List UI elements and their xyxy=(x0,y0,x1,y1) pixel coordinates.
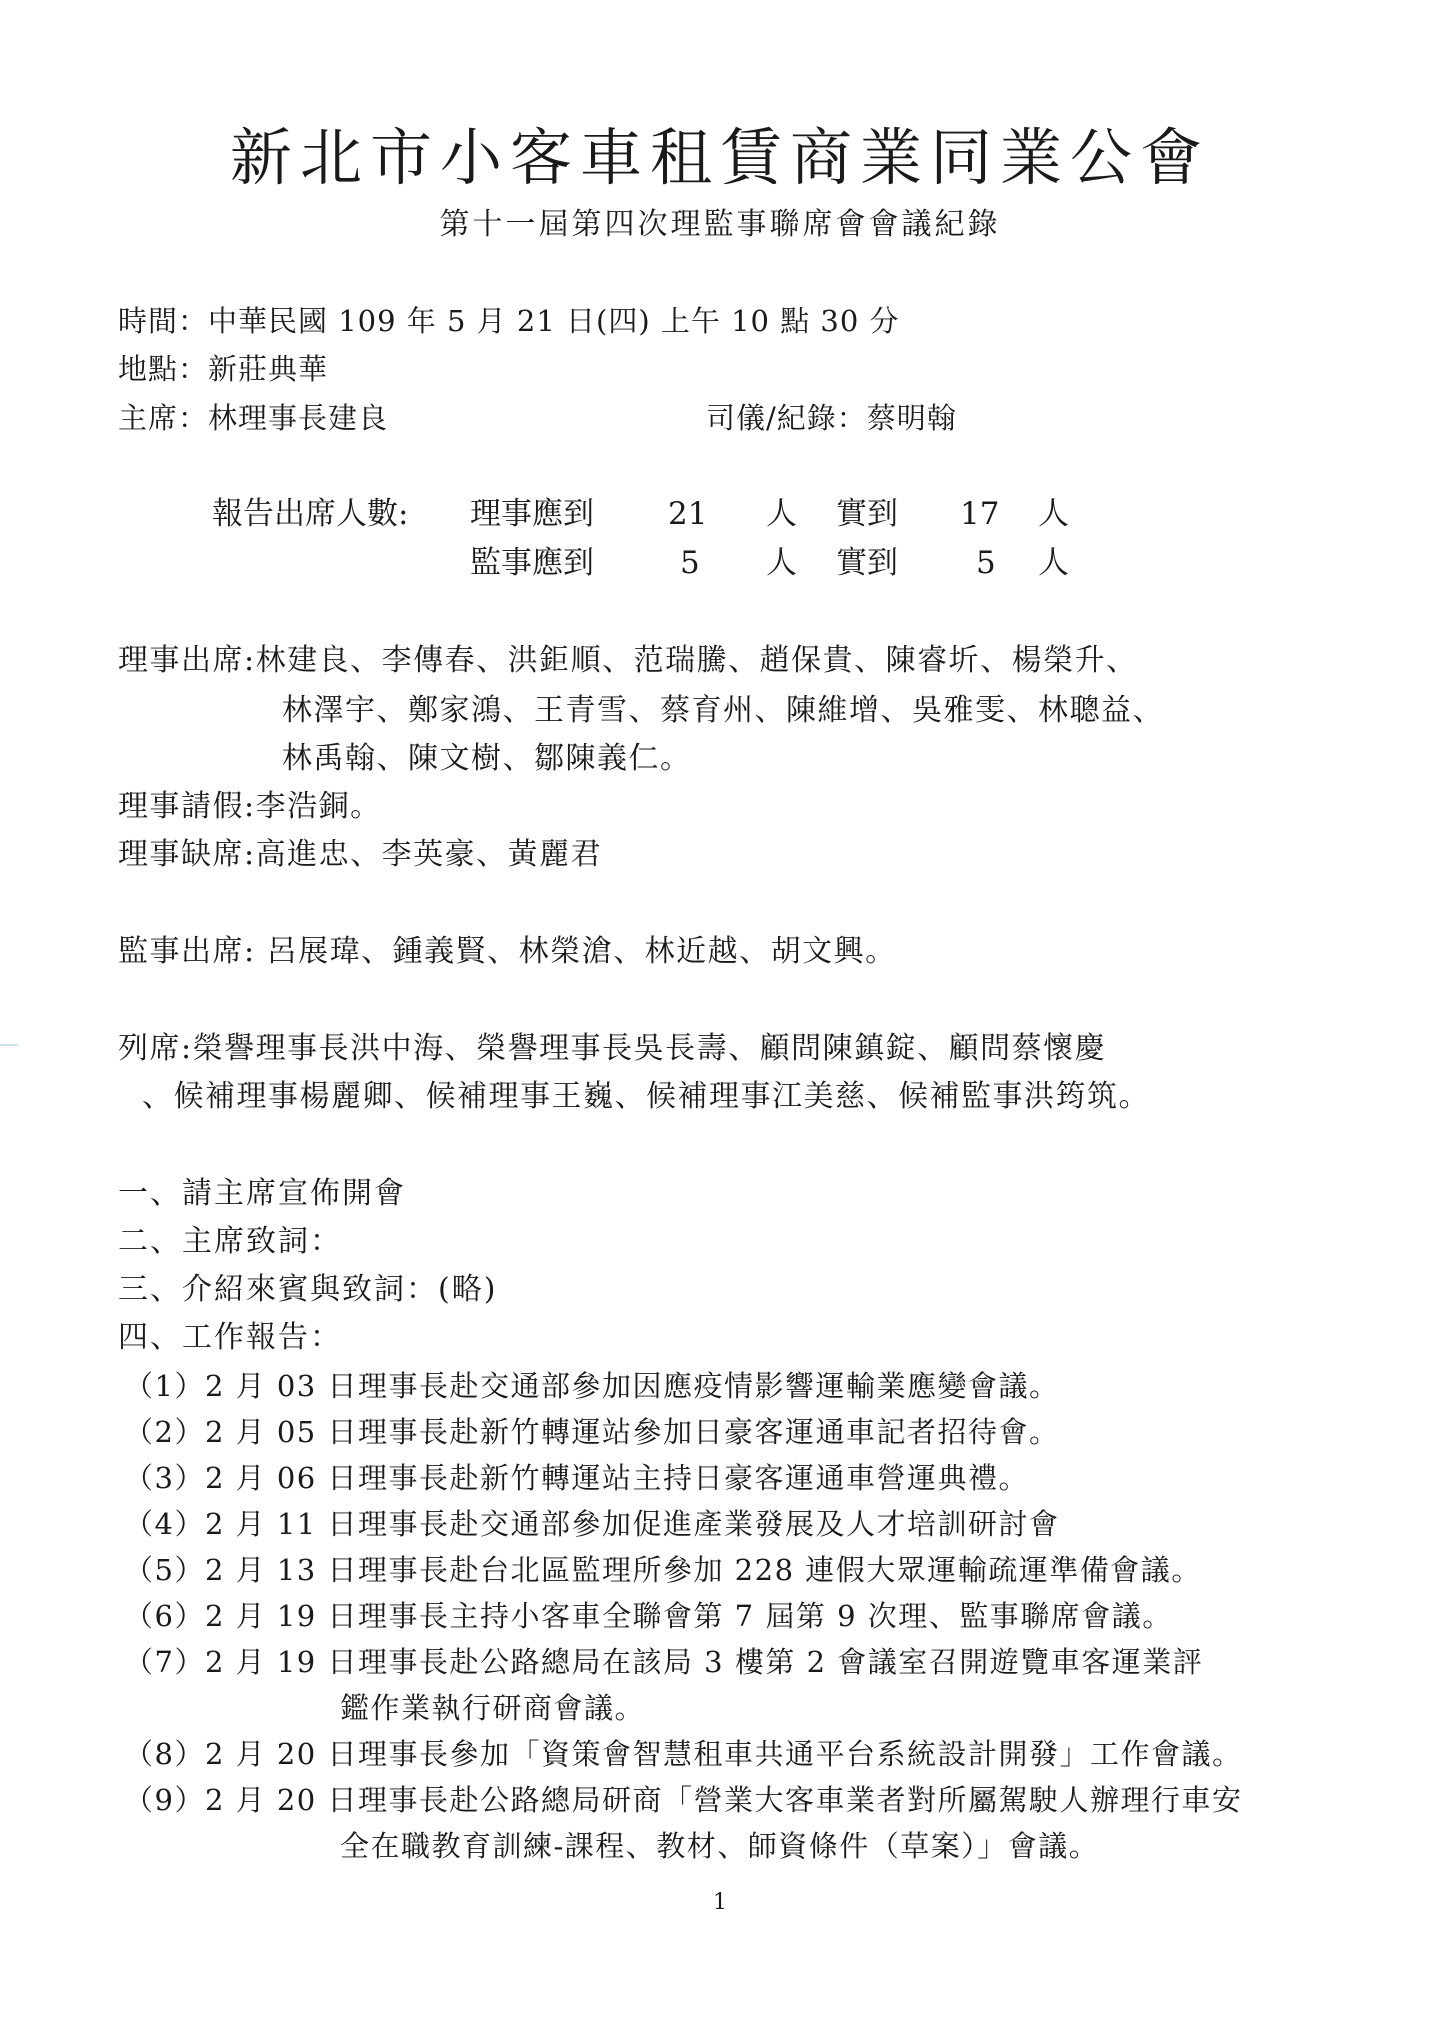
agenda-item: 四、工作報告： xyxy=(118,1320,342,1355)
directors-leave: 理事請假:李浩銅。 xyxy=(118,789,382,824)
work-report-item: （1）2 月 03 日理事長赴交通部參加因應疫情影響運輸業應變會議。 xyxy=(124,1369,1060,1403)
meeting-recorder: 司儀/紀錄：蔡明翰 xyxy=(706,401,957,435)
attendance-unit: 人 xyxy=(766,545,797,581)
directors-absent: 理事缺席:高進忠、李英豪、黃麗君 xyxy=(118,837,603,872)
work-report-item: （7）2 月 19 日理事長赴公路總局在該局 3 樓第 2 會議室召開遊覽車客運業評 xyxy=(124,1645,1204,1679)
directors-present-line: 林禹翰、陳文樹、鄒陳義仁。 xyxy=(282,741,692,776)
attendance-label: 報告出席人數: xyxy=(212,496,409,532)
work-report-continuation: 鑑作業執行研商會議。 xyxy=(340,1691,646,1725)
document-subtitle: 第十一屆第四次理監事聯席會會議紀錄 xyxy=(439,207,1001,242)
attendance-actual: 17 xyxy=(960,496,1000,532)
work-report-item: （2）2 月 05 日理事長赴新竹轉運站參加日豪客運通車記者招待會。 xyxy=(124,1415,1060,1449)
attendance-unit: 人 xyxy=(1038,545,1069,581)
work-report-item: （4）2 月 11 日理事長赴交通部參加促進產業發展及人才培訓研討會 xyxy=(124,1507,1060,1541)
agenda-item: 二、主席致詞： xyxy=(118,1224,342,1259)
observers-line: 、候補理事楊麗卿、候補理事王巍、候補理事江美慈、候補監事洪筠筑。 xyxy=(142,1079,1150,1114)
attendance-unit: 人 xyxy=(1038,496,1069,532)
meeting-time: 時間：中華民國 109 年 5 月 21 日(四) 上午 10 點 30 分 xyxy=(118,304,900,338)
page-number: 1 xyxy=(713,1890,727,1915)
agenda-item: 一、請主席宣佈開會 xyxy=(118,1176,406,1211)
attendance-actual: 5 xyxy=(976,545,996,581)
agenda-item: 三、介紹來賓與致詞：(略) xyxy=(118,1272,498,1307)
attendance-role: 監事應到 xyxy=(470,545,594,581)
attendance-row-supervisors xyxy=(0,543,1440,583)
attendance-due: 21 xyxy=(668,496,708,532)
meeting-place: 地點：新莊典華 xyxy=(118,352,329,386)
attendance-role: 理事應到 xyxy=(470,496,594,532)
supervisors-present: 監事出席: 呂展瑋、鍾義賢、林榮滄、林近越、胡文興。 xyxy=(118,934,897,969)
attendance-row-directors xyxy=(0,494,1440,534)
directors-present-line: 林澤宇、鄭家鴻、王青雪、蔡育州、陳維增、吳雅雯、林聰益、 xyxy=(282,693,1164,728)
directors-present-line: 理事出席:林建良、李傳春、洪鉅順、范瑞騰、趙保貴、陳睿圻、楊榮升、 xyxy=(118,643,1138,678)
document-title: 新北市小客車租賃商業同業公會 xyxy=(229,121,1210,194)
work-report-continuation: 全在職教育訓練-課程、教材、師資條件（草案）」會議。 xyxy=(340,1829,1100,1863)
attendance-unit: 人 xyxy=(766,496,797,532)
attendance-actual-label: 實到 xyxy=(836,496,898,532)
work-report-item: （5）2 月 13 日理事長赴台北區監理所參加 228 連假大眾運輸疏運準備會議。 xyxy=(124,1553,1202,1587)
attendance-due: 5 xyxy=(680,545,700,581)
work-report-item: （6）2 月 19 日理事長主持小客車全聯會第 7 屆第 9 次理、監事聯席會議。 xyxy=(124,1599,1173,1633)
attendance-actual-label: 實到 xyxy=(836,545,898,581)
meeting-chair: 主席：林理事長建良 xyxy=(118,401,389,435)
observers-line: 列席:榮譽理事長洪中海、榮譽理事長吳長壽、顧問陳鎮錠、顧問蔡懷慶 xyxy=(118,1031,1107,1066)
work-report-item: （9）2 月 20 日理事長赴公路總局研商「營業大客車業者對所屬駕駛人辦理行車安 xyxy=(124,1783,1243,1817)
work-report-item: （3）2 月 06 日理事長赴新竹轉運站主持日豪客運通車營運典禮。 xyxy=(124,1461,1029,1495)
work-report-item: （8）2 月 20 日理事長參加「資策會智慧租車共通平台系統設計開發」工作會議。 xyxy=(124,1737,1243,1771)
scan-edge-mark xyxy=(0,1044,18,1046)
